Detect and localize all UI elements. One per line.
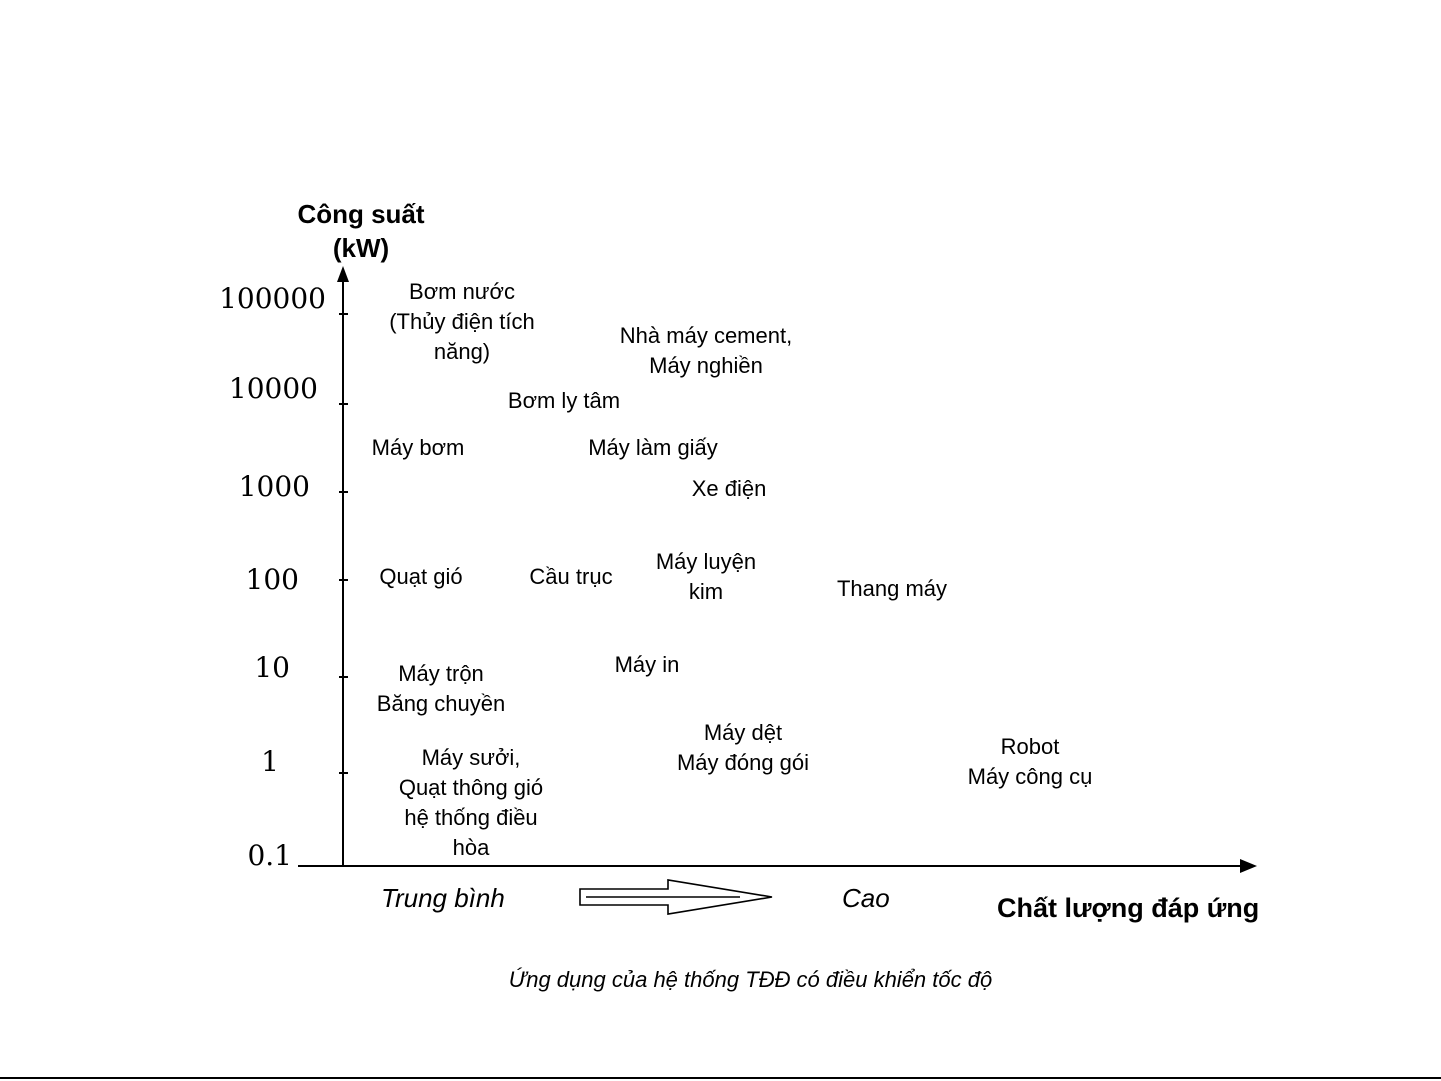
application-label: Máy trộn Băng chuyền: [376, 661, 506, 716]
application-label: Quạt gió: [379, 564, 463, 589]
application-label: Robot Máy công cụ: [967, 734, 1093, 789]
x-axis-low-label: Trung bình: [381, 883, 505, 913]
y-tick-label: 1: [261, 745, 279, 778]
y-axis-arrowhead: [337, 266, 349, 282]
application-label: Máy in: [614, 652, 680, 677]
y-tick-label: 0.1: [247, 839, 292, 872]
application-label: Cầu trục: [529, 564, 613, 589]
application-label: Máy bơm: [371, 435, 465, 460]
y-tick-label: 1000: [238, 470, 310, 503]
y-tick-label: 10000: [228, 372, 318, 405]
application-label: Máy luyện kim: [655, 549, 757, 604]
figure-caption: Ứng dụng của hệ thống TĐĐ có điều khiển tốc độ: [508, 967, 993, 992]
application-label: Máy dệt Máy đóng gói: [676, 720, 810, 775]
application-label: Xe điện: [691, 476, 767, 501]
application-label: Bơm nước (Thủy điện tích năng): [389, 279, 535, 364]
y-tick-label: 10: [254, 651, 290, 684]
y-axis-title-line2: (kW): [332, 233, 390, 263]
application-label: Nhà máy cement, Máy nghiền: [619, 323, 793, 378]
application-label: Máy làm giấy: [588, 435, 718, 460]
bottom-rule: [0, 1077, 1441, 1079]
y-axis-title-line1: Công suất: [297, 199, 425, 229]
application-label: Thang máy: [836, 576, 948, 601]
application-label: Máy sưởi, Quạt thông gió hệ thống điều hòa: [398, 745, 544, 860]
x-axis-arrowhead: [1240, 859, 1257, 873]
y-tick-label: 100: [245, 563, 299, 596]
x-axis-high-label: Cao: [842, 883, 890, 913]
x-axis-title: Chất lượng đáp ứng: [997, 893, 1260, 923]
y-tick-label: 100000: [219, 282, 326, 315]
application-label: Bơm ly tâm: [507, 388, 621, 413]
